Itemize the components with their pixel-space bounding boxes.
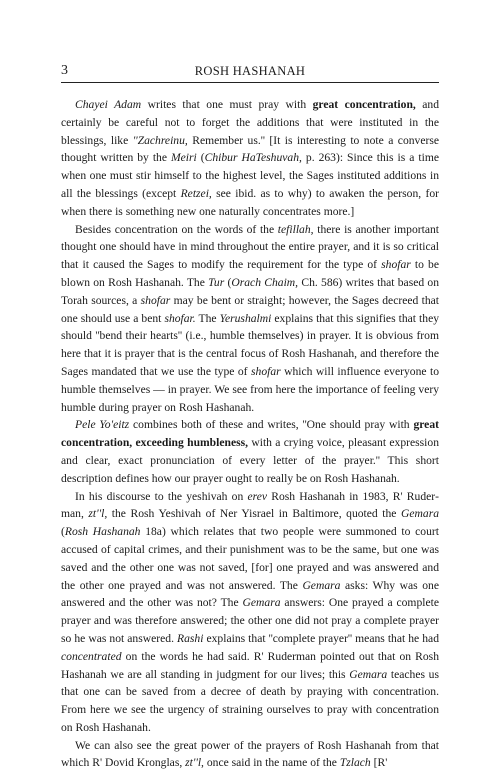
text-run: In his discourse to the yeshivah on (75, 489, 248, 503)
italic-run: Rosh Hashanah (64, 525, 141, 539)
italic-run: erev (247, 489, 268, 503)
text-run: once said in the name of the (203, 756, 340, 770)
italic-run: zt''l, (185, 756, 204, 770)
text-run: with a crying voice, pleasant expression and clear, exact pronunciation of every letter of the prayer.'' This short description defines how our prayer ought to really be on Rosh Hashanah. (61, 436, 439, 485)
italic-run: tefillah, (277, 222, 314, 236)
book-page (61, 62, 439, 772)
text-run: explains that this signifies that they should ''bend their hearts'' (i.e., humble themselves) in prayer. It is obvious from here that it is prayer that is the central focus of Rosh Hashanah, and therefore the Sages mandated that we use the type of (61, 311, 440, 378)
italic-run: Gemara (401, 507, 439, 521)
italic-run: shofar (251, 364, 281, 378)
text-run: [R' (370, 756, 388, 770)
text-run: explains that ''complete prayer'' means that he had (203, 631, 439, 645)
running-head: ROSH HASHANAH (194, 64, 306, 78)
italic-run: Chibur HaTeshuvah, (204, 151, 302, 165)
text-run: The (195, 311, 220, 325)
text-run: writes that one must pray with (141, 98, 313, 111)
text-run: p. 263): Since this is a time when one must stir himself to the highest level, the Sages instituted additions in all the blessings (except (61, 151, 439, 200)
italic-run: Orach Chaim, (231, 275, 299, 289)
italic-run: Gemara (349, 667, 388, 681)
paragraph-4 (61, 488, 439, 737)
paragraph-3 (61, 416, 439, 487)
italic-run: Tur (208, 275, 225, 289)
paragraph-2 (61, 221, 439, 417)
bold-run: great concentration, (312, 98, 416, 111)
italic-run: shofar (140, 293, 171, 307)
italic-run: Tzlach (339, 756, 371, 770)
italic-run: Gemara (242, 596, 281, 610)
text-run: there is another important thought one should have in mind throughout the entire prayer, and it is so critical that it caused the Sages to modify the requirement for the type of (61, 222, 439, 272)
text-run: to be blown on Rosh Hashanah. The (61, 258, 440, 289)
paragraph-1 (61, 96, 439, 221)
text-run: 18a) which relates that two people were summoned to court accused of capital crimes, and their punishment was to be the same, but one was saved and the other one was not saved, [for] one prayed and was answered and the other one prayed and was not answered. The (61, 525, 439, 592)
text-run: the Rosh Yeshivah of Ner Yisrael in Baltimore, quoted the (107, 507, 401, 521)
text-run: ( (61, 525, 65, 539)
text-run: We can also see the great power of the prayers of Rosh Hashanah from that which R' Dovid Kronglas, (61, 738, 439, 770)
text-run: combines both of these and writes, ''One should pray with (129, 418, 414, 432)
text-run: on the words he had said. R' Ruderman pointed out that on Rosh Hashanah we are all standing in judgment for our lives; this (61, 649, 439, 681)
italic-run: Pele Yo'eitz (75, 418, 130, 432)
bold-run: great concentration, exceeding humbleness, (61, 418, 439, 450)
italic-run: Meiri (170, 151, 197, 165)
italic-run: shofar (381, 258, 411, 272)
italic-run: zt''l, (88, 507, 108, 521)
text-run: Besides concentration on the words of the (75, 222, 278, 236)
text-run: see ibid. as to why) to awaken the person, for when there is something new one naturally concentrates more.] (61, 186, 439, 218)
italic-run: concentrated (61, 649, 122, 663)
italic-run: Rashi (177, 631, 204, 645)
text-run: and certainly be careful not to forget the additions that were instituted in the blessings, like (61, 98, 440, 147)
body-text (61, 96, 439, 772)
text-run: ( (196, 151, 205, 165)
text-run: asks: Why was one answered and the other was not? The (61, 578, 439, 610)
page-number: 3 (61, 63, 68, 78)
italic-run: Chayei Adam (75, 98, 142, 111)
text-run: Ch. 586) writes that based on Torah sources, a (61, 275, 439, 307)
italic-run: Yerushalmi (219, 311, 272, 325)
paragraph-5 (61, 737, 439, 772)
text-run: ( (224, 275, 232, 289)
text-run: answers: One prayed a complete prayer and was therefore answered; the other one did not pray a complete prayer so he was not answered. (61, 596, 439, 645)
italic-run: ''Zachreinu, (132, 133, 188, 147)
italic-run: shofar. (164, 311, 196, 325)
italic-run: Retzei, (180, 186, 212, 200)
text-run: Remember us.'' [It is interesting to note a converse thought written by the (61, 133, 439, 165)
italic-run: Gemara (302, 578, 341, 592)
text-run: teaches us that one can be saved from a decree of death by praying with concentration. From here we see the urgency of straining ourselves to pray with concentration on Rosh Hashanah. (61, 667, 439, 734)
page-header (61, 62, 439, 83)
text-run: may be bent or straight; however, the Sages decreed that one should use a bent (61, 293, 439, 325)
text-run: which will influence everyone to humble themselves — in prayer. We see from here the importance of feeling very humble during prayer on Rosh Hashanah. (61, 364, 440, 414)
text-run: Rosh Hashanah in 1983, R' Ruderman, (61, 489, 439, 521)
